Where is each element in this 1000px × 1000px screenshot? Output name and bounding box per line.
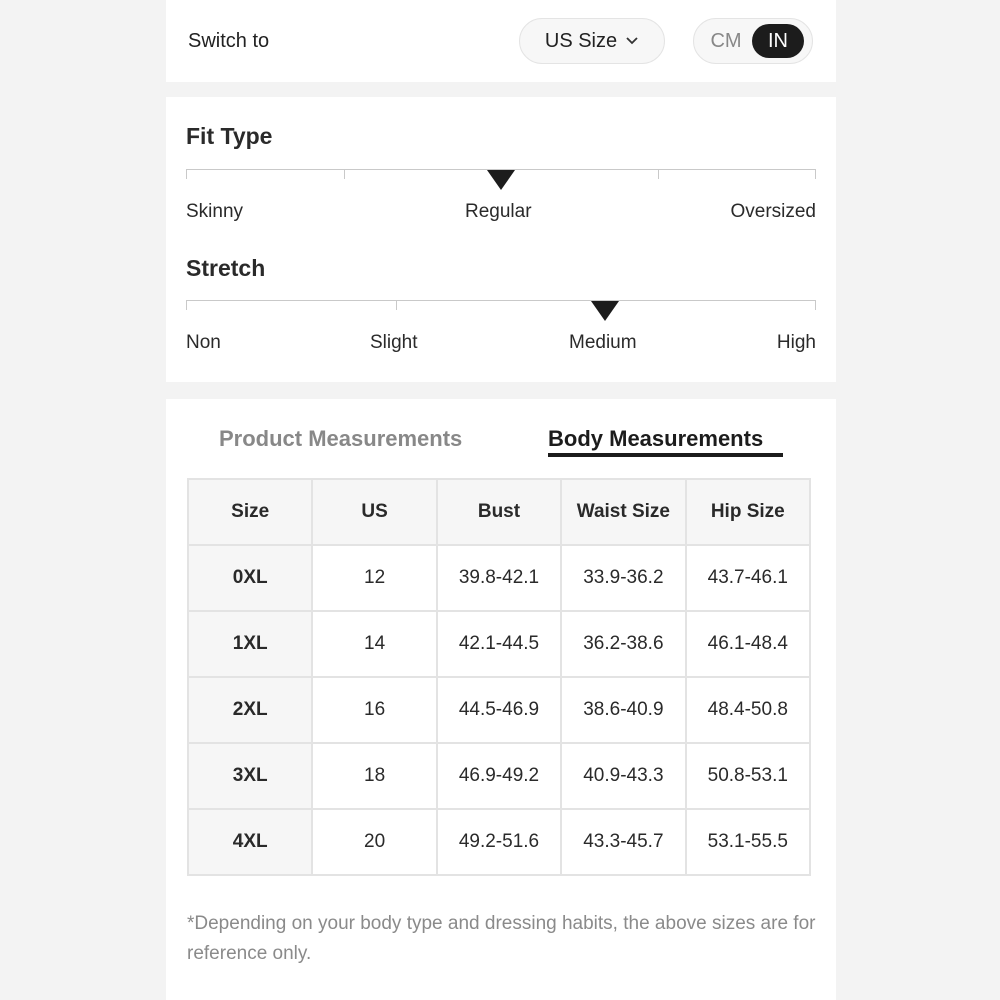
header-waist-size: Waist Size xyxy=(561,479,685,545)
size-switch-bar xyxy=(166,0,836,82)
unit-cm-option[interactable]: CM xyxy=(710,29,742,52)
stretch-label-non: Non xyxy=(186,332,221,353)
cell-us: 18 xyxy=(312,743,436,809)
cell-us: 16 xyxy=(312,677,436,743)
stretch-marker xyxy=(591,301,619,321)
cell-us: 14 xyxy=(312,611,436,677)
cell-bust: 46.9-49.2 xyxy=(437,743,561,809)
size-chart-table xyxy=(187,478,811,876)
fit-type-title: Fit Type xyxy=(186,123,273,149)
fit-label-skinny: Skinny xyxy=(186,201,244,222)
switch-to-label: Switch to xyxy=(188,30,270,52)
stretch-tick xyxy=(815,300,816,310)
fit-type-marker xyxy=(487,170,515,190)
cell-waist: 40.9-43.3 xyxy=(561,743,685,809)
chevron-down-icon xyxy=(625,34,639,48)
header-hip-size: Hip Size xyxy=(686,479,810,545)
tab-body-measurements[interactable]: Body Measurements xyxy=(548,426,764,451)
fit-stretch-panel xyxy=(166,97,836,382)
cell-size: 0XL xyxy=(188,545,312,611)
stretch-tick xyxy=(186,300,187,310)
stretch-label-slight: Slight xyxy=(370,332,418,353)
cell-hip: 50.8-53.1 xyxy=(686,743,810,809)
stretch-title: Stretch xyxy=(186,255,266,281)
table-row xyxy=(188,611,810,677)
fit-tick xyxy=(815,169,816,179)
header-us: US xyxy=(312,479,436,545)
cell-bust: 42.1-44.5 xyxy=(437,611,561,677)
stretch-scale xyxy=(186,300,816,301)
cell-hip: 46.1-48.4 xyxy=(686,611,810,677)
cell-hip: 48.4-50.8 xyxy=(686,677,810,743)
unit-toggle[interactable] xyxy=(693,18,813,64)
table-row xyxy=(188,677,810,743)
table-row xyxy=(188,545,810,611)
cell-hip: 43.7-46.1 xyxy=(686,545,810,611)
cell-bust: 44.5-46.9 xyxy=(437,677,561,743)
cell-us: 20 xyxy=(312,809,436,875)
fit-tick xyxy=(344,169,345,179)
measurements-panel xyxy=(166,399,836,1000)
stretch-label-medium: Medium xyxy=(569,332,637,353)
reference-note: *Depending on your body type and dressing habits, the above sizes are for reference only. xyxy=(187,913,816,964)
cell-waist: 33.9-36.2 xyxy=(561,545,685,611)
header-size: Size xyxy=(188,479,312,545)
cell-size: 4XL xyxy=(188,809,312,875)
cell-us: 12 xyxy=(312,545,436,611)
header-bust: Bust xyxy=(437,479,561,545)
cell-size: 3XL xyxy=(188,743,312,809)
cell-bust: 39.8-42.1 xyxy=(437,545,561,611)
cell-waist: 38.6-40.9 xyxy=(561,677,685,743)
unit-in-option[interactable]: IN xyxy=(752,24,804,58)
size-system-value: US Size xyxy=(544,29,618,52)
size-system-dropdown[interactable] xyxy=(519,18,665,64)
table-header-row xyxy=(188,479,810,545)
stretch-label-high: High xyxy=(776,332,816,353)
fit-tick xyxy=(186,169,187,179)
cell-waist: 43.3-45.7 xyxy=(561,809,685,875)
active-tab-underline xyxy=(548,453,783,457)
cell-waist: 36.2-38.6 xyxy=(561,611,685,677)
tab-product-measurements[interactable]: Product Measurements xyxy=(219,426,463,451)
table-row xyxy=(188,743,810,809)
cell-hip: 53.1-55.5 xyxy=(686,809,810,875)
stretch-tick xyxy=(396,300,397,310)
cell-size: 1XL xyxy=(188,611,312,677)
cell-size: 2XL xyxy=(188,677,312,743)
cell-bust: 49.2-51.6 xyxy=(437,809,561,875)
fit-tick xyxy=(658,169,659,179)
fit-label-oversized: Oversized xyxy=(730,201,816,222)
fit-label-regular: Regular xyxy=(465,201,532,222)
table-row xyxy=(188,809,810,875)
